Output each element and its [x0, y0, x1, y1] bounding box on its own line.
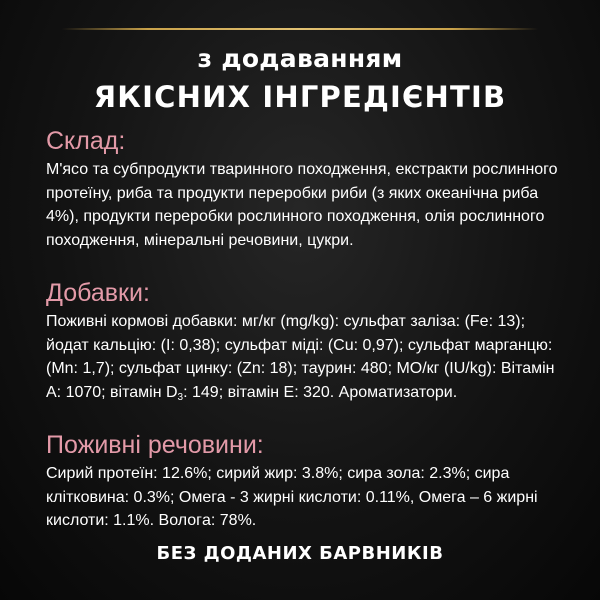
- vitamin-d-subscript: 3: [177, 391, 184, 403]
- additives-text-part-2: : 149; вітамін Е: 320. Ароматизатори.: [183, 383, 458, 401]
- nutrients-text: Сирий протеїн: 12.6%; сирий жир: 3.8%; сира зола: 2.3%; сира клітковина: 0.3%; Омега - 3 жирні кислоти: 0.11%, Омега – 6 жирні кислоти: 1.1%. Вологa: 78%.: [46, 465, 538, 529]
- additives-text: [46, 310, 558, 404]
- additives-title: Добавки:: [46, 279, 150, 307]
- composition-title: Склад:: [46, 127, 126, 155]
- additives-section: [46, 278, 558, 404]
- headline-line-1: з додаванням: [197, 44, 403, 73]
- headline-line-2: ЯКІСНИХ ІНГРЕДІЄНТІВ: [93, 80, 507, 114]
- footer-no-colorants: БЕЗ ДОДАНИХ БАРВНИКІВ: [156, 543, 444, 564]
- composition-section: [46, 126, 558, 252]
- additives-text-part-1: Поживні кормові добавки: мг/кг (mg/kg): сульфат заліза: (Fe: 13); йодат кальцію: (I: 0,38); сульфат міді: (Cu: 0,97); сульфат марганцю: (Mn: 1,7); сульфат цинку: (Zn: 18); таурин: 480; МО/кг (IU/kg): Вітамін А: 1070; вітамін D: [46, 313, 555, 401]
- nutrients-title: Поживні речовини:: [46, 431, 264, 459]
- gold-divider-line: [62, 28, 538, 30]
- composition-text: М'ясо та субпродукти тваринного походження, екстракти рослинного протеїну, риба та продукти переробки риби (з яких океанічна риба 4%), продукти переробки рослинного походження, олія рослинного походження, мінеральні речовини, цукри.: [46, 161, 558, 249]
- nutrients-section: [46, 430, 558, 533]
